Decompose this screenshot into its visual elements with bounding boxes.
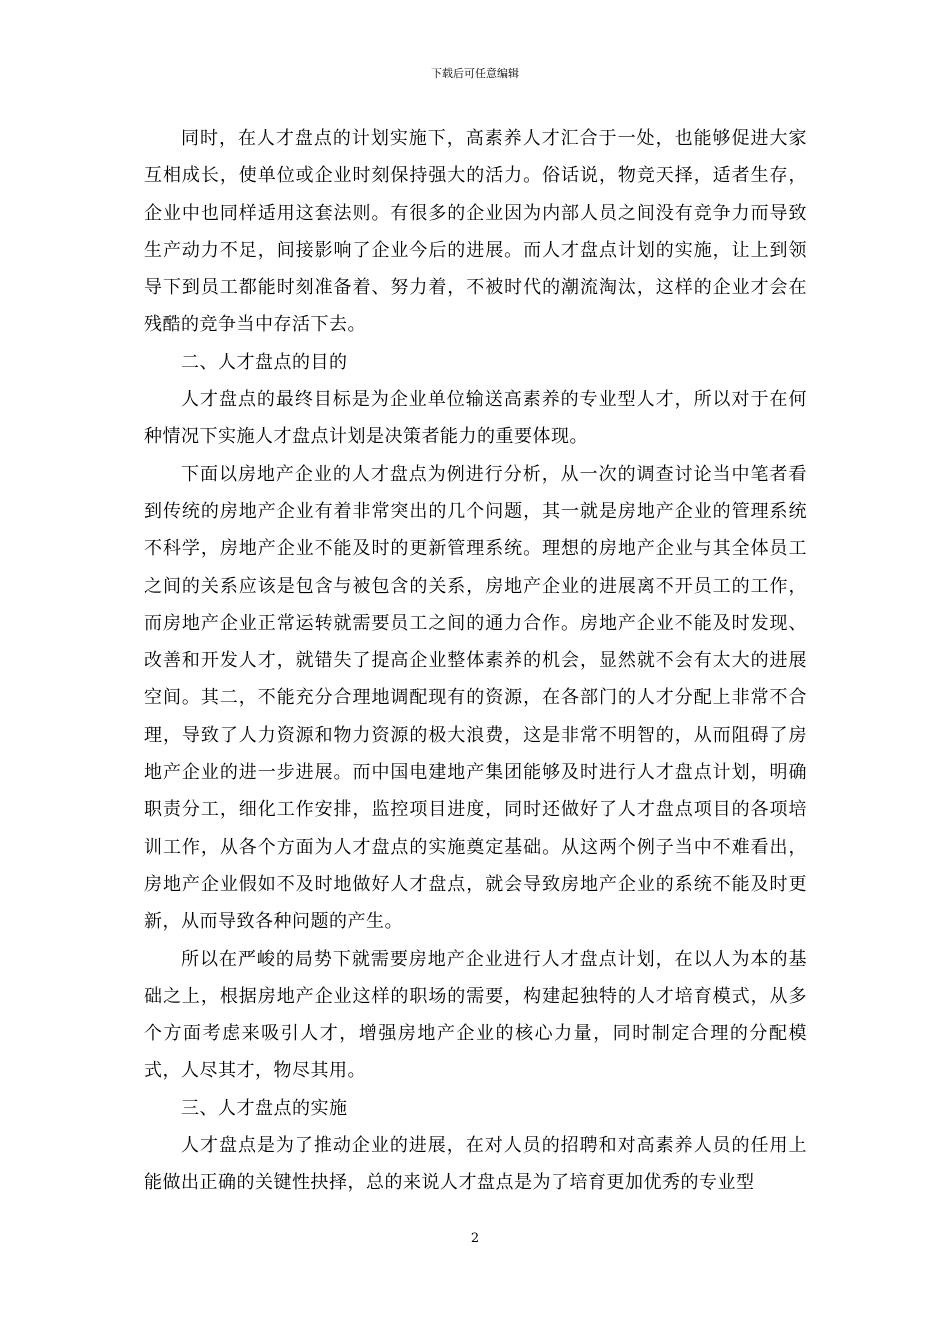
page-header bbox=[0, 66, 950, 82]
paragraph-1: 同时，在人才盘点的计划实施下，高素养人才汇合于一处，也能够促进大家互相成长，使单位或企业时刻保持强大的活力。俗话说，物竞天择，适者生存，企业中也同样适用这套法则。有很多的企业因为内部人员之间没有竞争力而导致生产动力不足，间接影响了企业今后的进展。而人才盘点计划的实施，让上到领导下到员工都能时刻准备着、努力着，不被时代的潮流淘汰，这样的企业才会在残酷的竞争当中存活下去。 bbox=[144, 128, 807, 336]
header-text: 下载后可任意编辑 bbox=[431, 67, 519, 80]
paragraph-4: 所以在严峻的局势下就需要房地产企业进行人才盘点计划，在以人为本的基础之上，根据房地产企业这样的职场的需要，构建起独特的人才培育模式，从多个方面考虑来吸引人才，增强房地产企业的核心力量，同时制定合理的分配模式，人尽其才，物尽其用。 bbox=[144, 948, 807, 1082]
section-heading-2: 二、人才盘点的目的 bbox=[181, 351, 348, 373]
paragraph-5: 人才盘点是为了推动企业的进展，在对人员的招聘和对高素养人员的任用上能做出正确的关键性抉择，总的来说人才盘点是为了培育更加优秀的专业型 bbox=[144, 1135, 807, 1194]
document-body bbox=[144, 120, 807, 1202]
paragraph-3: 下面以房地产企业的人才盘点为例进行分析，从一次的调查讨论当中笔者看到传统的房地产企业有着非常突出的几个问题，其一就是房地产企业的管理系统不科学，房地产企业不能及时的更新管理系统。理想的房地产企业与其全体员工之间的关系应该是包含与被包含的关系，房地产企业的进展离不开员工的工作，而房地产企业正常运转就需要员工之间的通力合作。房地产企业不能及时发现、改善和开发人才，就错失了提高企业整体素养的机会，显然就不会有太大的进展空间。其二，不能充分合理地调配现有的资源，在各部门的人才分配上非常不合理，导致了人力资源和物力资源的极大浪费，这是非常不明智的，从而阻碍了房地产企业的进一步进展。而中国电建地产集团能够及时进行人才盘点计划，明确职责分工，细化工作安排，监控项目进度，同时还做好了人才盘点项目的各项培训工作，从各个方面为人才盘点的实施奠定基础。从这两个例子当中不难看出，房地产企业假如不及时地做好人才盘点，就会导致房地产企业的系统不能及时更新，从而导致各种问题的产生。 bbox=[144, 463, 807, 933]
page-footer bbox=[0, 1231, 950, 1247]
paragraph-2: 人才盘点的最终目标是为企业单位输送高素养的专业型人才，所以对于在何种情况下实施人才盘点计划是决策者能力的重要体现。 bbox=[144, 389, 807, 448]
section-heading-3: 三、人才盘点的实施 bbox=[181, 1097, 348, 1119]
page-number: 2 bbox=[470, 1231, 480, 1246]
